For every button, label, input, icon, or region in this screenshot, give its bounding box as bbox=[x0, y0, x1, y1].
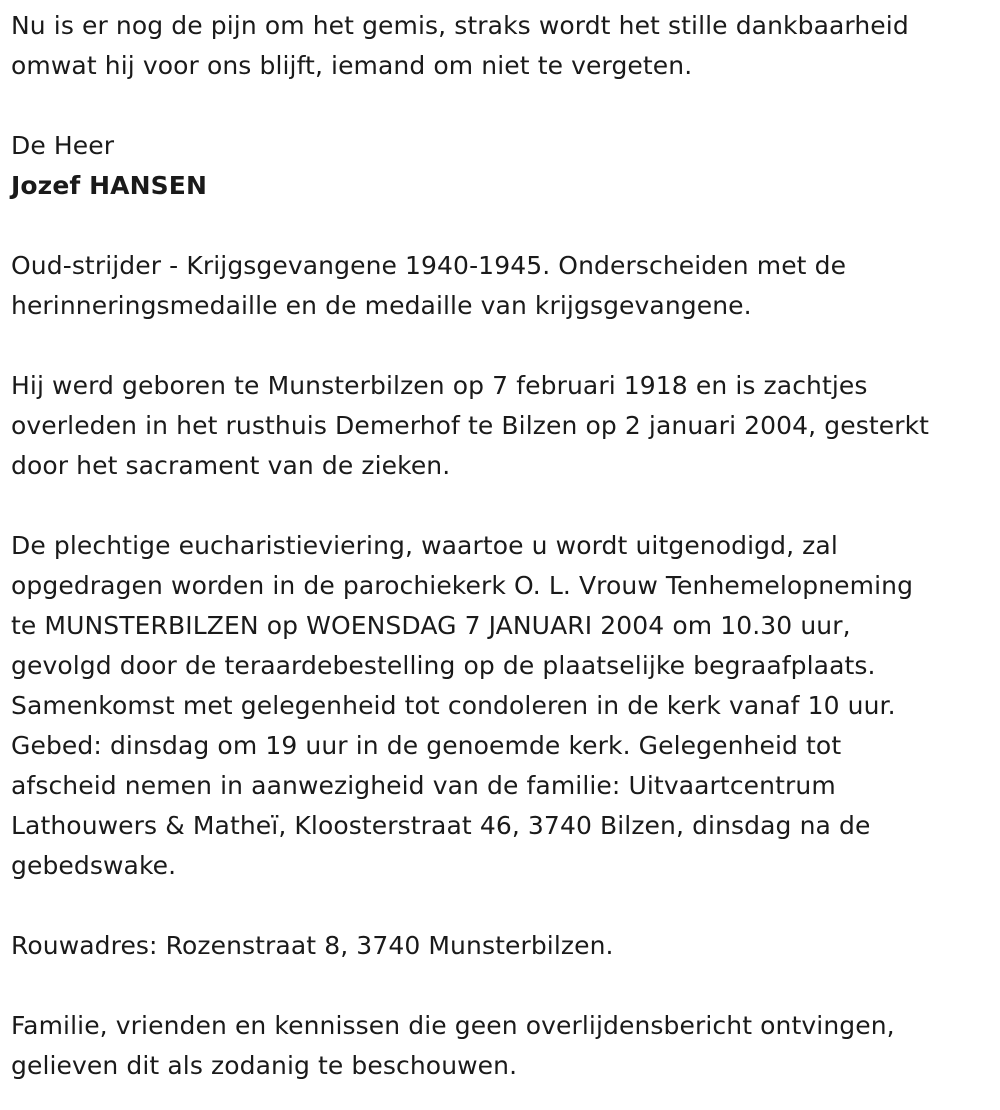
funeral-details-line: Lathouwers & Matheï, Kloosterstraat 46, 3740 Bilzen, dinsdag na de bbox=[11, 811, 871, 840]
life-dates-line: Hij werd geboren te Munsterbilzen op 7 februari 1918 en is zachtjes bbox=[11, 371, 868, 400]
funeral-details-line: De plechtige eucharistieviering, waartoe u wordt uitgenodigd, zal bbox=[11, 531, 838, 560]
deceased-name: Jozef HANSEN bbox=[11, 171, 207, 200]
deceased-heading bbox=[11, 126, 991, 206]
closing-note-line: Familie, vrienden en kennissen die geen overlijdensbericht ontvingen, bbox=[11, 1011, 895, 1040]
funeral-details-line: opgedragen worden in de parochiekerk O. L. Vrouw Tenhemelopneming bbox=[11, 571, 914, 600]
service-record bbox=[11, 246, 991, 326]
mourning-address bbox=[11, 926, 991, 966]
funeral-details-line: afscheid nemen in aanwezigheid van de familie: Uitvaartcentrum bbox=[11, 771, 836, 800]
life-dates-line: overleden in het rusthuis Demerhof te Bilzen op 2 januari 2004, gesterkt bbox=[11, 411, 930, 440]
funeral-details-line: gebedswake. bbox=[11, 851, 177, 880]
mourning-address-line: Rouwadres: Rozenstraat 8, 3740 Munsterbilzen. bbox=[11, 931, 614, 960]
life-dates-line: door het sacrament van de zieken. bbox=[11, 451, 451, 480]
life-dates bbox=[11, 366, 991, 486]
closing-note bbox=[11, 1006, 991, 1086]
honorific: De Heer bbox=[11, 131, 115, 160]
funeral-details-line: gevolgd door de teraardebestelling op de plaatselijke begraafplaats. bbox=[11, 651, 876, 680]
epigraph bbox=[11, 6, 991, 86]
closing-note-line: gelieven dit als zodanig te beschouwen. bbox=[11, 1051, 518, 1080]
epigraph-line: Nu is er nog de pijn om het gemis, straks wordt het stille dankbaarheid bbox=[11, 11, 909, 40]
funeral-details-line: Gebed: dinsdag om 19 uur in de genoemde kerk. Gelegenheid tot bbox=[11, 731, 842, 760]
service-record-line: Oud-strijder - Krijgsgevangene 1940-1945. Onderscheiden met de bbox=[11, 251, 847, 280]
epigraph-line: omwat hij voor ons blijft, iemand om niet te vergeten. bbox=[11, 51, 693, 80]
service-record-line: herinneringsmedaille en de medaille van krijgsgevangene. bbox=[11, 291, 752, 320]
obituary-notice bbox=[11, 6, 991, 1086]
funeral-details-line: Samenkomst met gelegenheid tot condoleren in de kerk vanaf 10 uur. bbox=[11, 691, 896, 720]
funeral-details bbox=[11, 526, 991, 886]
funeral-details-line: te MUNSTERBILZEN op WOENSDAG 7 JANUARI 2004 om 10.30 uur, bbox=[11, 611, 851, 640]
